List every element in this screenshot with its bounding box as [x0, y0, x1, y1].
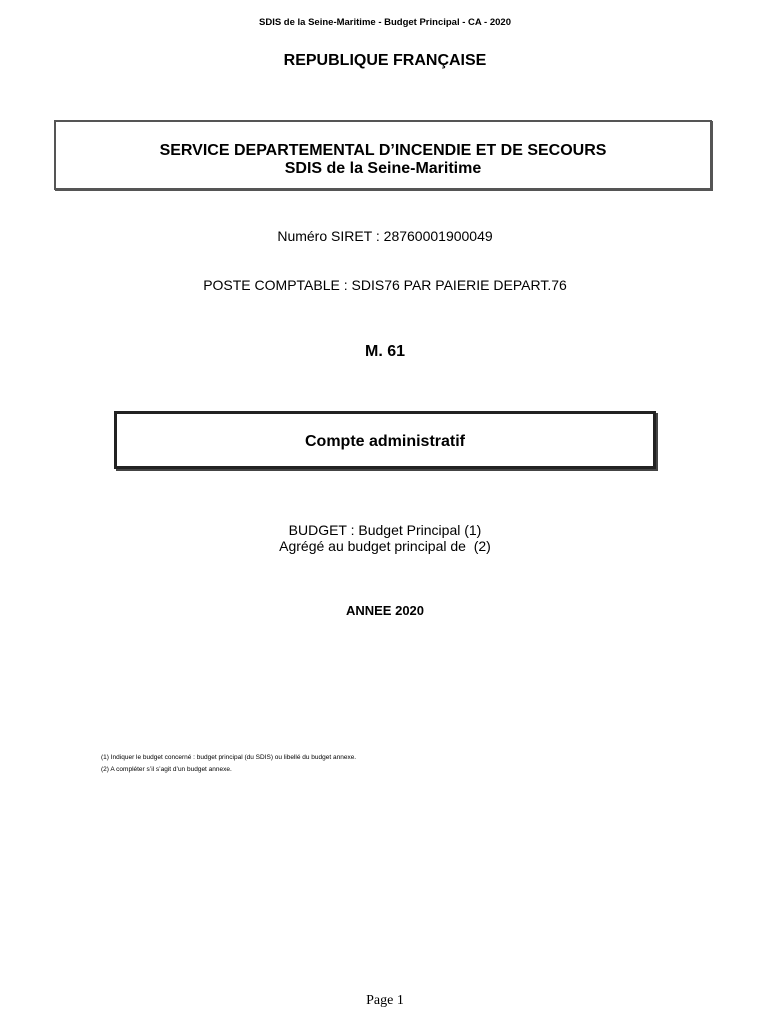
entity-box — [54, 120, 712, 190]
budget-line-2: Agrégé au budget principal de (2) — [279, 538, 491, 554]
running-header: SDIS de la Seine-Maritime - Budget Principal - CA - 2020 — [259, 17, 511, 28]
footnote-2: (2) A compléter s’il s’agit d’un budget annexe. — [101, 766, 232, 773]
document-type-label: Compte administratif — [304, 433, 465, 450]
page-number: Page 1 — [366, 993, 404, 1008]
budget-line-1: BUDGET : Budget Principal (1) — [288, 522, 482, 538]
entity-short-name: SDIS de la Seine-Maritime — [284, 160, 482, 177]
footnote-1: (1) Indiquer le budget concerné : budget principal (du SDIS) ou libellé du budget annexe. — [101, 754, 357, 761]
nomenclature-model: M. 61 — [364, 343, 405, 360]
republic-heading: REPUBLIQUE FRANÇAISE — [283, 52, 487, 69]
poste-comptable: POSTE COMPTABLE : SDIS76 PAR PAIERIE DEPART.76 — [203, 277, 567, 293]
siret-number: Numéro SIRET : 28760001900049 — [277, 228, 493, 244]
entity-name: SERVICE DEPARTEMENTAL D’INCENDIE ET DE SECOURS — [159, 142, 607, 159]
year-label: ANNEE 2020 — [345, 603, 425, 618]
document-type-box — [114, 411, 656, 469]
